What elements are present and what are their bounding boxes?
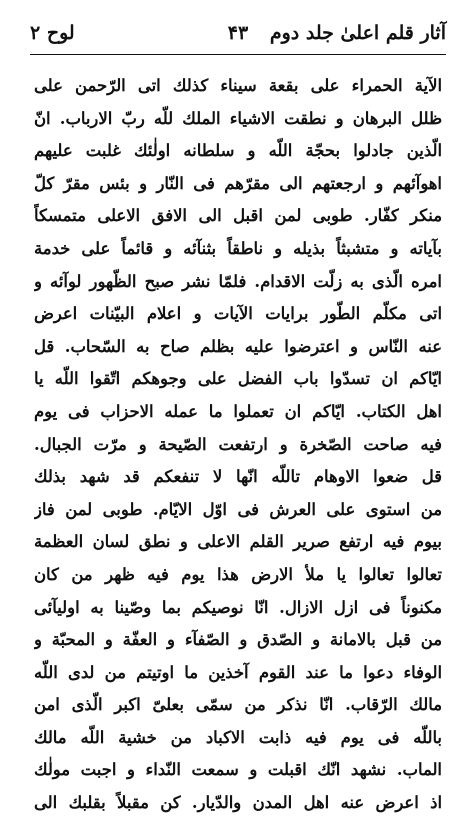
text-line: من استوى على العرش فى اوّل الايّام. طوبى لمن فاز <box>34 499 442 519</box>
book-title: آثار قلم اعلیٰ جلد دوم <box>269 22 446 44</box>
tablet-label: لوح ۲ <box>30 22 75 44</box>
text-line: اهوآئهم و ارجعتهم الى مقرّهم فى النّار و بئس مقرّ كلّ <box>34 173 442 193</box>
text-line: الّذين جادلوا بحجّة اللّه و سلطانه اولٰئك غلبت عليهم <box>34 141 442 161</box>
text-line: بآياته و متشبثاً بذيله و ناطقاً بثنآئه و قائماً على خدمة <box>34 238 442 258</box>
text-line: من قبل بالامانة و الصّدق و الصّفآء و العفّة و المحبّة و <box>34 630 442 650</box>
text-line: اهل الكتاب. ايّاكم ان تعملوا ما عمله الاحزاب فى يوم <box>34 401 442 421</box>
text-line: الوفاء دعوا ما عند القوم آخذين ما اوتيتم من لدى اللّه <box>34 662 442 682</box>
text-line: الآية الحمراء على بقعة سيناء كذلك اتى الرّحمن على <box>34 76 442 95</box>
text-line: باللّه فى يوم فيه ذابت الاكباد من خشية اللّه مالك <box>34 727 442 747</box>
running-header <box>30 18 446 52</box>
text-line: اتى مكلّم الطّور برايات الآيات و اعلام البيّنات اعرض <box>34 304 442 324</box>
text-line: فيه صاحت الصّخرة و ارتفعت الصّيحة و مرّت الجبال. <box>34 434 442 454</box>
text-line: الماب. نشهد انّك اقبلت و سمعت النّداء و اجبت مولٰك <box>34 760 442 780</box>
text-line: ظلل البرهان و نطقت الاشياء الملك للّه ربّ الارباب. انّ <box>34 108 442 128</box>
body-text <box>34 70 442 820</box>
header-rule <box>30 54 446 55</box>
text-line: ايّاكم ان تسدّوا باب الفضل على وجوهكم اتّقوا اللّه يا <box>34 369 442 389</box>
text-line: اذ اعرض عنه اهل المدن والدّيار. كن مقبلاً بقلبك الى <box>34 793 442 813</box>
text-line: عنه النّاس و اعترضوا عليه بظلم صاح به السّحاب. قل <box>34 336 442 356</box>
page-number: ۴۳ <box>227 22 249 44</box>
text-line: مالك الرّقاب. انّا نذكر من سمّى بعلىّ اكبر الّذى امن <box>34 695 442 715</box>
text-line: بيوم فيه ارتفع صرير القلم الاعلى و نطق لسان العظمة <box>34 532 442 552</box>
text-line: منكر كفّار. طوبى لمن اقبل الى الافق الاعلى متمسكاً <box>34 206 442 226</box>
text-line: مكنوناً فى ازل الازال. انّا نوصيكم بما وصّينا به اوليآئى <box>34 597 442 617</box>
text-line: امره الّذى به زلّت الاقدام. فلمّا نشر صبح الظّهور لوآئه و <box>34 271 442 291</box>
text-line: قل ضعوا الاوهام تاللّه انّها لا تنفعكم قد شهد بذلك <box>34 467 442 487</box>
text-line: تعالوا تعالوا يا ملأ الارض هذا يوم فيه ظهر من كان <box>34 564 442 584</box>
